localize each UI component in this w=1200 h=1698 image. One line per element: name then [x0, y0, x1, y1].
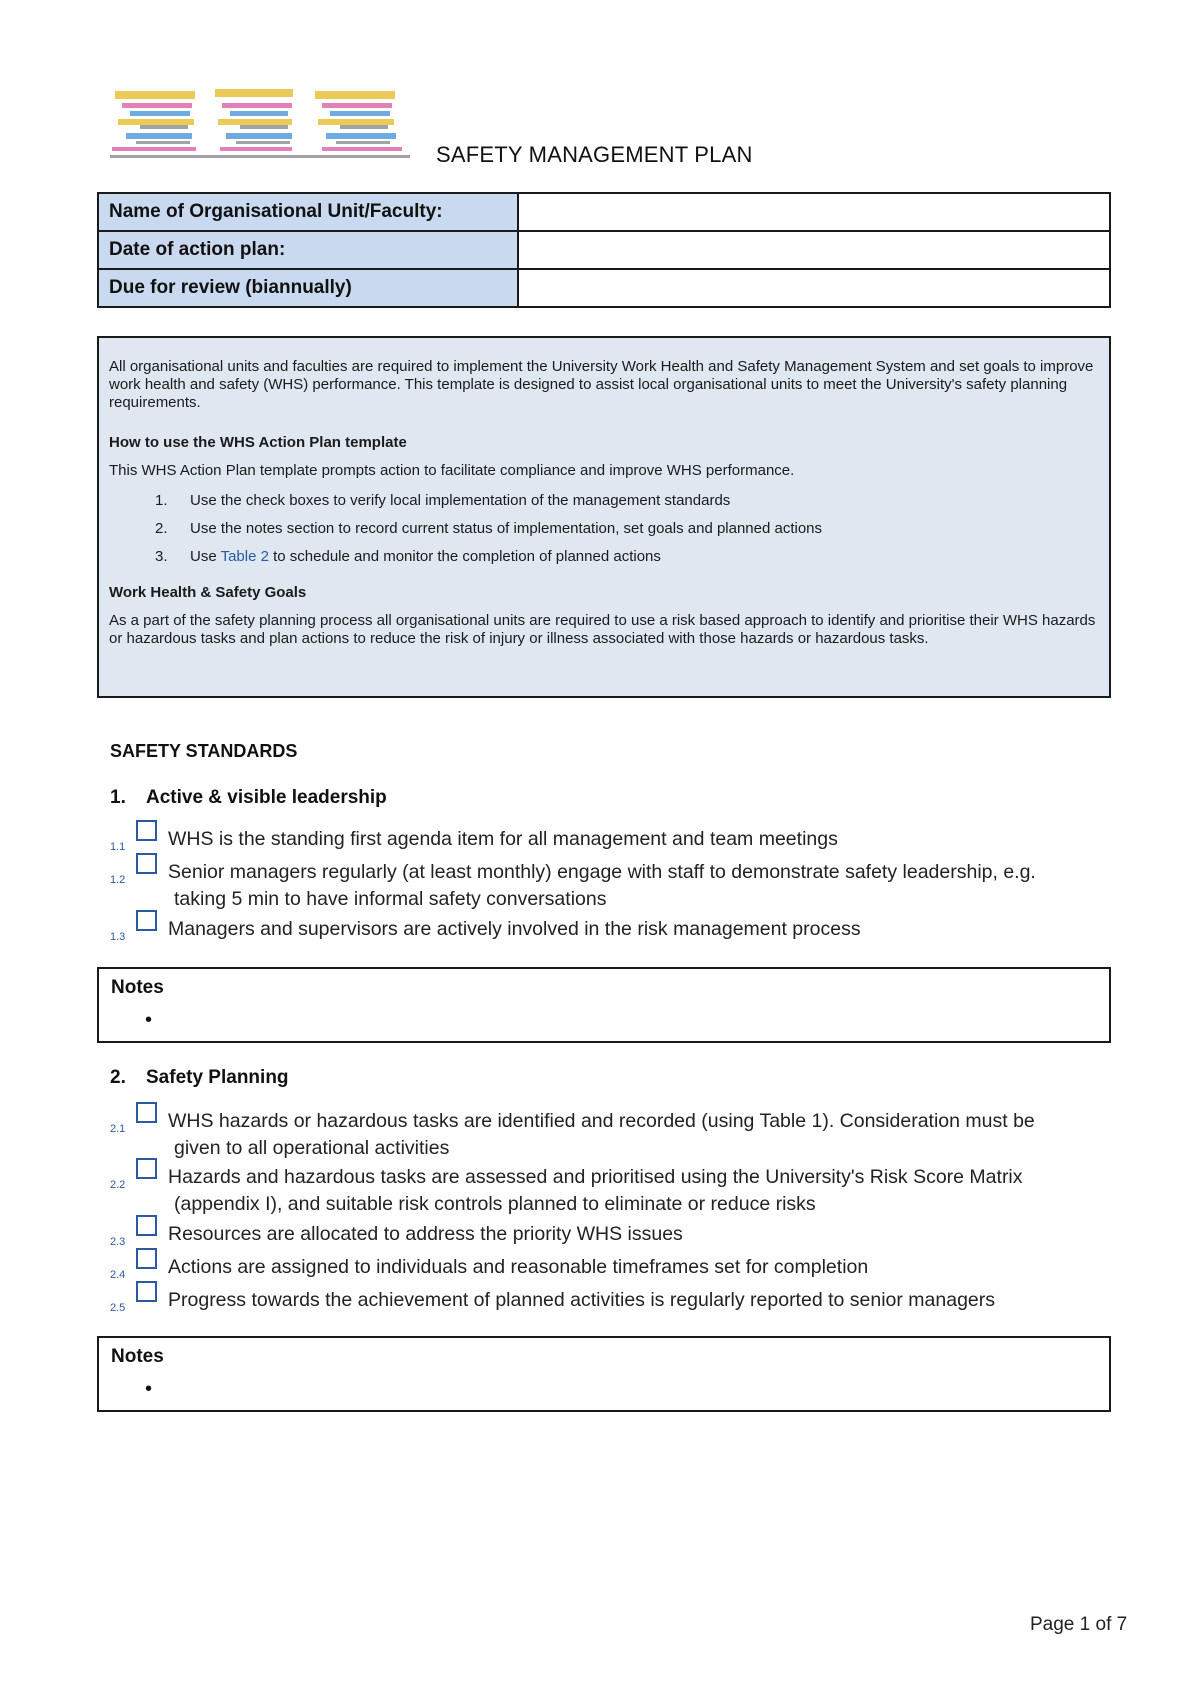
checkbox[interactable] [136, 853, 157, 874]
checklist-item-1-1: 1.1 WHS is the standing first agenda item for all management and team meetings [110, 826, 1110, 853]
notes-label: Notes [111, 1346, 164, 1367]
notes-label: Notes [111, 977, 164, 998]
how-to-steps [109, 492, 1099, 566]
bullet-icon: • [145, 1378, 153, 1400]
review-due-label: Due for review (biannually) [98, 269, 518, 307]
action-plan-date-field[interactable] [518, 231, 1110, 269]
checkbox[interactable] [136, 1281, 157, 1302]
university-logo [110, 85, 415, 163]
checklist-item-2-2: 2.2 Hazards and hazardous tasks are assessed and prioritised using the University's Risk Score Matrix (appendix I), and suitable risk controls planned to eliminate or reduce risks [110, 1164, 1110, 1218]
checklist-item-2-3: 2.3 Resources are allocated to address the priority WHS issues [110, 1221, 1110, 1248]
item-code: 2.3 [110, 1236, 126, 1248]
item-code: 2.5 [110, 1302, 126, 1314]
checklist-item-2-4: 2.4 Actions are assigned to individuals and reasonable timeframes set for completion [110, 1254, 1110, 1281]
checklist-item-2-1: 2.1 WHS hazards or hazardous tasks are identified and recorded (using Table 1). Consideration must be given to all operational activities [110, 1108, 1110, 1162]
notes-box-1[interactable] [97, 967, 1111, 1043]
page-number: Page 1 of 7 [1030, 1614, 1128, 1635]
document-title: SAFETY MANAGEMENT PLAN [436, 142, 753, 167]
item-code: 2.4 [110, 1269, 126, 1281]
item-code: 1.1 [110, 841, 126, 853]
checkbox[interactable] [136, 1158, 157, 1179]
checkbox[interactable] [136, 1215, 157, 1236]
notes-box-2[interactable] [97, 1336, 1111, 1412]
checklist-item-2-5: 2.5 Progress towards the achievement of planned activities is regularly reported to senior managers [110, 1287, 1110, 1314]
checklist-item-1-3: 1.3 Managers and supervisors are actively involved in the risk management process [110, 916, 1110, 943]
item-code: 1.3 [110, 931, 126, 943]
goals-body: As a part of the safety planning process all organisational units are required to use a risk based approach to identify and prioritise their WHS hazards or hazardous tasks and plan actions to reduce the risk of injury or illness associated with those hazards or hazardous tasks. [109, 612, 1096, 647]
checkbox[interactable] [136, 1102, 157, 1123]
table-2-link[interactable]: Table 2 [220, 548, 269, 565]
standard-1-heading: 1. Active & visible leadership [110, 787, 387, 808]
plan-info-table [97, 192, 1111, 308]
info-row-review [98, 269, 1110, 307]
item-code: 1.2 [110, 874, 126, 886]
how-to-heading: How to use the WHS Action Plan template [109, 434, 407, 451]
step-item: 1. Use the check boxes to verify local implementation of the management standards [155, 492, 731, 509]
org-unit-field[interactable] [518, 193, 1110, 231]
instructions-box [97, 336, 1111, 698]
info-row-date [98, 231, 1110, 269]
org-unit-label: Name of Organisational Unit/Faculty: [98, 193, 518, 231]
checkbox[interactable] [136, 1248, 157, 1269]
checkbox[interactable] [136, 820, 157, 841]
safety-standards-title: SAFETY STANDARDS [110, 741, 298, 761]
step-item: 2. Use the notes section to record current status of implementation, set goals and planned actions [155, 520, 823, 537]
item-code: 2.1 [110, 1123, 126, 1135]
step-item: 3. Use Table 2 to schedule and monitor the completion of planned actions [155, 548, 661, 565]
review-due-field[interactable] [518, 269, 1110, 307]
bullet-icon: • [145, 1009, 153, 1031]
standard-2-heading: 2. Safety Planning [110, 1067, 289, 1088]
item-code: 2.2 [110, 1179, 126, 1191]
instructions-intro: All organisational units and faculties are required to implement the University Work Health and Safety Management System and set goals to improve work health and safety (WHS) performance. This template is designed to assist local organisational units to meet the University's safety planning requirements. [109, 358, 1094, 411]
checkbox[interactable] [136, 910, 157, 931]
how-to-body: This WHS Action Plan template prompts action to facilitate compliance and improve WHS performance. [109, 462, 795, 479]
info-row-org-unit [98, 193, 1110, 231]
checklist-item-1-2: 1.2 Senior managers regularly (at least monthly) engage with staff to demonstrate safety leadership, e.g. taking 5 min to have informal safety conversations [110, 859, 1110, 913]
goals-heading: Work Health & Safety Goals [109, 584, 307, 601]
action-plan-date-label: Date of action plan: [98, 231, 518, 269]
